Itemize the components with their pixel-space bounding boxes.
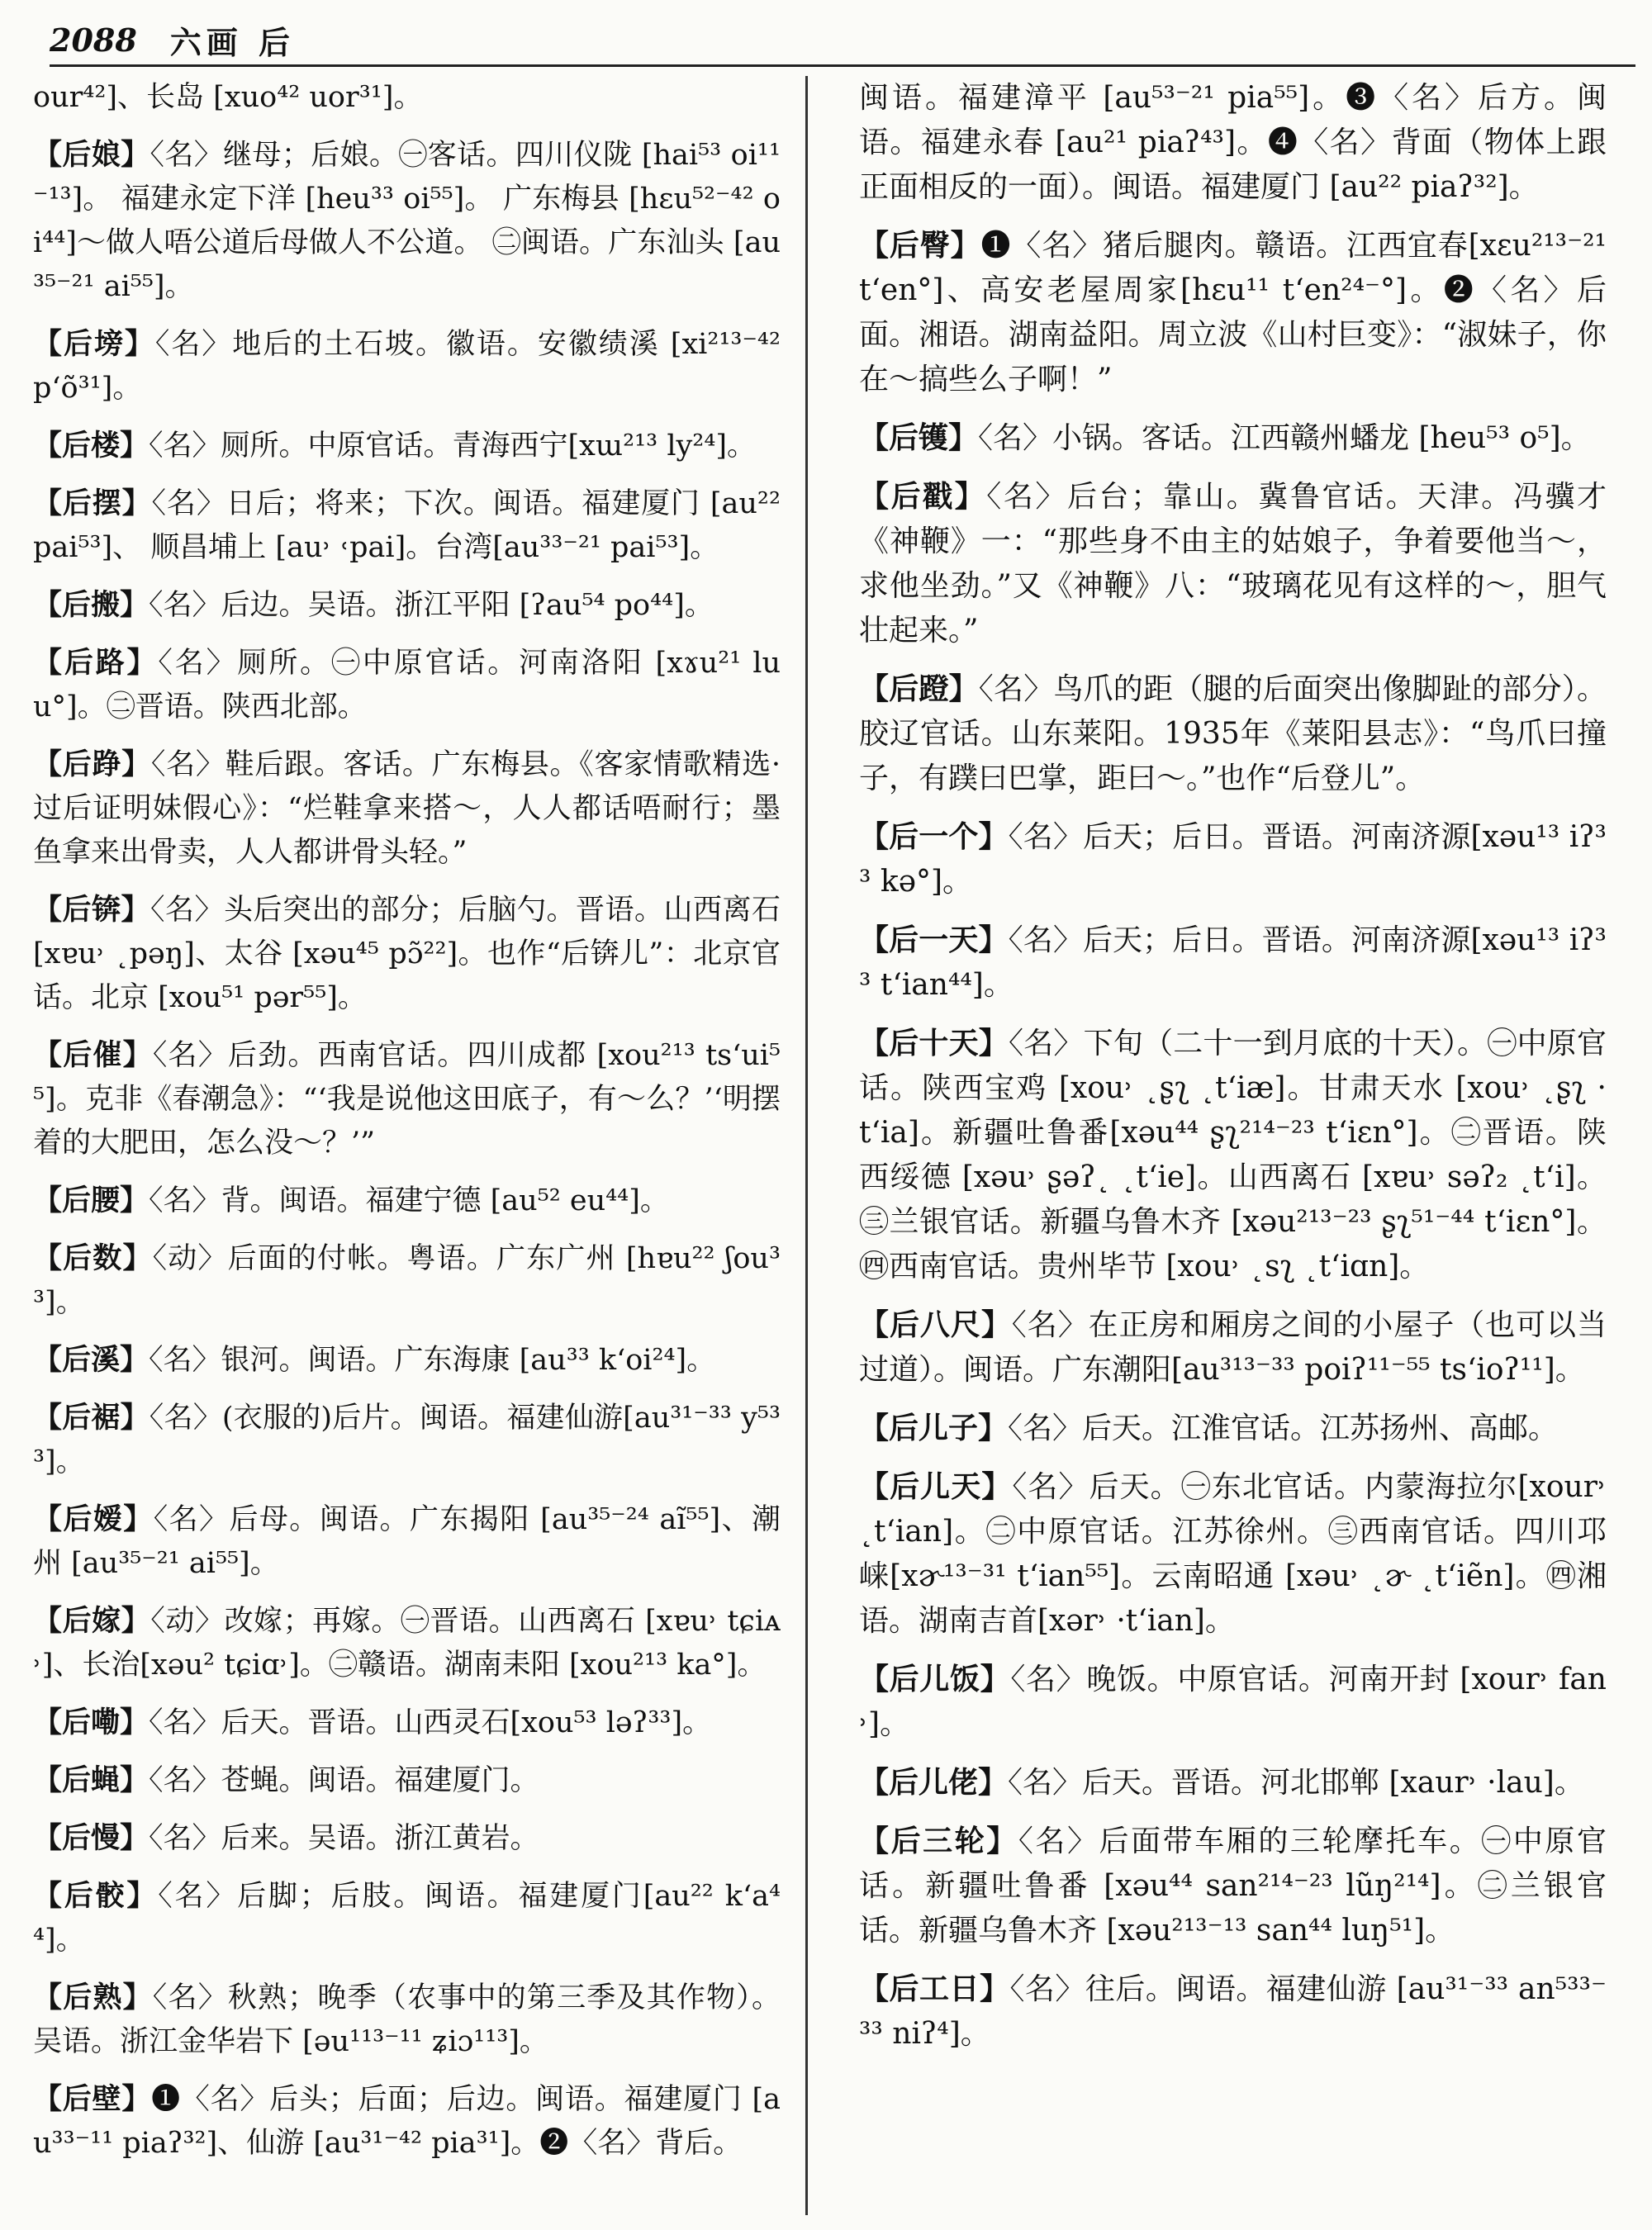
dictionary-entry [859, 1657, 1607, 1747]
entry-definition: our⁴²]、长岛 [xuo⁴² uor³¹]。 [33, 81, 423, 114]
dictionary-entry [33, 1033, 781, 1165]
dictionary-entry [33, 1236, 781, 1325]
dictionary-entry [33, 1396, 781, 1484]
entry-definition: 〈名〉在正房和厢房之间的小屋子（也可以当过道）。闽语。广东潮阳[au³¹³⁻³³ poiʔ¹¹⁻⁵⁵ ts‘ioʔ¹¹]。 [859, 1308, 1607, 1387]
entry-definition: 〈名〉后边。吴语。浙江平阳 [ʔau⁵⁴ po⁴⁴]。 [149, 589, 714, 622]
entry-definition: 〈名〉后面带车厢的三轮摩托车。㊀中原官话。新疆吐鲁番 [xəu⁴⁴ san²¹⁴⁻²³ lũŋ²¹⁴]。㊁兰银官话。新疆乌鲁木齐 [xəu²¹³⁻¹³ san⁴⁴ luŋ⁵¹]。 [859, 1824, 1607, 1948]
entry-definition: 〈名〉日后；将来；下次。闽语。福建厦门 [au²² pai⁵³]、 顺昌埔上 [au˒ ˓pai]。台湾[au³³⁻²¹ pai⁵³]。 [33, 487, 781, 564]
dictionary-entry [33, 133, 781, 309]
entry-definition: 〈名〉秋熟；晚季（农事中的第三季及其作物）。吴语。浙江金华岩下 [əu¹¹³⁻¹¹ ʑiɔ¹¹³]。 [33, 1981, 781, 2058]
entry-headword: 【后壁】 [33, 2082, 152, 2116]
entry-headword: 【后一个】 [859, 819, 1009, 854]
dictionary-entry [33, 76, 781, 120]
entry-headword: 【后儿子】 [859, 1411, 1009, 1445]
dictionary-entry [859, 223, 1607, 402]
dictionary-entry [859, 1967, 1607, 2057]
dictionary-entry [859, 667, 1607, 801]
entry-headword: 【后嫒】 [33, 1502, 154, 1536]
entry-definition: 〈名〉下旬（二十一到月底的十天）。㊀中原官话。陕西宝鸡 [xou˒ ˛ʂʅ ˛t‘iæ]。甘肃天水 [xou˒ ˛ʂʅ ·t‘ia]。新疆吐鲁番[xəu⁴⁴ ʂʅ²¹⁴⁻²³ t‘iɛn°]。㊁晋语。陕西绥德 [xəu˒ ʂəʔ˛ ˛t‘ie]。山西离石 [xɐu˒ səʔ₂ ˛t‘i]。㊂兰银官话。新疆乌鲁木齐 [xəu²¹³⁻²³ ʂʅ⁵¹⁻⁴⁴ t‘iɛn°]。㊃西南官话。贵州毕节 [xou˒ ˛sʅ ˛t‘iɑn]。 [859, 1027, 1607, 1283]
entry-definition: 〈名〉后天。江淮官话。江苏扬州、高邮。 [1008, 1412, 1559, 1445]
entry-definition: 〈名〉后台；靠山。冀鲁官话。天津。冯骥才《神鞭》一：“那些身不由主的姑娘子，争着要他当～，求他坐劲。”又《神鞭》八：“玻璃花见有这样的～，胆气壮起来。” [859, 480, 1607, 648]
dictionary-entry [33, 1874, 781, 1962]
dictionary-entry [859, 76, 1607, 210]
entry-headword: 【后裾】 [33, 1401, 150, 1435]
entry-definition: 〈名〉地后的土石坡。徽语。安徽绩溪 [xi²¹³⁻⁴² p‘õ³¹]。 [33, 328, 781, 405]
dictionary-entry [33, 1701, 781, 1745]
entry-definition: 〈名〉头后突出的部分；后脑勺。晋语。山西离石 [xɐu˒ ˛pəŋ]、太谷 [xəu⁴⁵ pɔ̃²²]。也作“后锛儿”：北京官话。北京 [xou⁵¹ pər⁵⁵]。 [33, 894, 781, 1014]
entry-definition: 〈动〉改嫁；再嫁。㊀晋语。山西离石 [xɐu˒ tɕiᴀ˒]、长治[xəu² tɕiɑ˒]。㊁赣语。湖南耒阳 [xou²¹³ ka°]。 [33, 1605, 781, 1682]
dictionary-entry [33, 583, 781, 628]
dictionary-entry [859, 474, 1607, 653]
header-rule [50, 64, 1635, 67]
dictionary-entry [859, 1760, 1607, 1805]
entry-headword: 【后催】 [33, 1038, 153, 1072]
entry-definition: 〈名〉(衣服的)后片。闽语。福建仙游[au³¹⁻³³ y⁵³³]。 [33, 1402, 781, 1478]
entry-definition: 〈名〉背。闽语。福建宁德 [au⁵² eu⁴⁴]。 [149, 1184, 669, 1217]
dictionary-entry [33, 1497, 781, 1586]
dictionary-entry [859, 1406, 1607, 1451]
entry-headword: 【后工日】 [859, 1971, 1010, 2006]
entry-definition: 〈名〉后天；后日。晋语。河南济源[xəu¹³ iʔ³³ kə°]。 [859, 820, 1607, 899]
entry-definition: 〈名〉鞋后跟。客话。广东梅县。《客家情歌精选·过后证明妹假心》：“烂鞋拿来搭～，人人都话唔耐行；墨鱼拿来出骨卖，人人都讲骨头轻。” [33, 748, 781, 869]
entry-headword: 【后踭】 [33, 747, 151, 781]
entry-headword: 【后一天】 [859, 923, 1009, 957]
entry-headword: 【后臀】 [859, 228, 981, 263]
dictionary-entry [33, 322, 781, 410]
dictionary-entry [859, 415, 1607, 461]
dictionary-entry [33, 641, 781, 729]
dictionary-entry [859, 1021, 1607, 1289]
entry-definition: 〈名〉继母；后娘。㊀客话。四川仪陇 [hai⁵³ oi¹¹⁻¹³]。 福建永定下洋 [heu³³ oi⁵⁵]。 广东梅县 [hɛu⁵²⁻⁴² oi⁴⁴]～做人唔公道后母做人不公道。 ㊁闽语。广东汕头 [au³⁵⁻²¹ ai⁵⁵]。 [33, 139, 781, 303]
entry-headword: 【后三轮】 [859, 1824, 1018, 1858]
entry-headword: 【后戳】 [859, 479, 987, 514]
entry-definition: 〈名〉厕所。㊀中原官话。河南洛阳 [xɤu²¹ luu°]。㊁晋语。陕西北部。 [33, 647, 781, 724]
entry-definition: 〈名〉厕所。中原官话。青海西宁[xɯ²¹³ ly²⁴]。 [149, 429, 756, 463]
column-divider [805, 76, 808, 2215]
entry-definition: 〈名〉后天。晋语。河北邯郸 [xaur˒ ·lau]。 [1008, 1766, 1584, 1800]
entry-headword: 【后蹬】 [859, 671, 979, 706]
dictionary-entry [859, 1302, 1607, 1393]
entry-headword: 【后锛】 [33, 893, 150, 927]
entry-definition: 〈名〉后母。闽语。广东揭阳 [au³⁵⁻²⁴ aĩ⁵⁵]、潮州 [au³⁵⁻²¹ ai⁵⁵]。 [33, 1503, 781, 1580]
entry-definition: ❶〈名〉猪后腿肉。赣语。江西宜春[xɛu²¹³⁻²¹ t‘en°]、高安老屋周家[hɛu¹¹ t‘en²⁴⁻°]。❷〈名〉后面。湘语。湖南益阳。周立波《山村巨变》：“淑妹子，你在～搞些么子啊！” [859, 229, 1607, 396]
entry-definition: 〈名〉后来。吴语。浙江黄岩。 [149, 1822, 539, 1855]
dictionary-entry [859, 814, 1607, 904]
left-column [33, 76, 781, 2179]
entry-definition: 〈名〉银河。闽语。广东海康 [au³³ k‘oi²⁴]。 [149, 1344, 716, 1377]
entry-headword: 【后镬】 [859, 420, 979, 455]
dictionary-entry [33, 424, 781, 468]
page-header [50, 15, 1635, 64]
entry-headword: 【后腰】 [33, 1184, 150, 1217]
entry-definition: 〈名〉鸟爪的距（腿的后面突出像脚趾的部分）。胶辽官话。山东莱阳。1935年《莱阳县志》：“鸟爪曰撞子，有蹼曰巴掌，距曰～。”也作“后登儿”。 [859, 672, 1607, 795]
entry-definition: 闽语。福建漳平 [au⁵³⁻²¹ pia⁵⁵]。❸〈名〉后方。闽语。福建永春 [au²¹ piaʔ⁴³]。❹〈名〉背面（物体上跟正面相反的一面）。闽语。福建厦门 [au²² piaʔ³²]。 [859, 81, 1607, 204]
entry-headword: 【后娘】 [33, 138, 150, 172]
entry-headword: 【后路】 [33, 646, 159, 680]
dictionary-entry [33, 743, 781, 875]
entry-headword: 【后十天】 [859, 1026, 1009, 1060]
entry-headword: 【后摆】 [33, 486, 152, 520]
entry-definition: 〈名〉后天；后日。晋语。河南济源[xəu¹³ iʔ³³ t‘ian⁴⁴]。 [859, 923, 1607, 1002]
entry-definition: ❶〈名〉后头；后面；后边。闽语。福建厦门 [au³³⁻¹¹ piaʔ³²]、仙游 [au³¹⁻⁴² pia³¹]。❷〈名〉背后。 [33, 2083, 781, 2160]
entry-headword: 【后儿饭】 [859, 1662, 1011, 1696]
entry-headword: 【后搬】 [33, 588, 150, 622]
entry-headword: 【后儿佬】 [859, 1765, 1009, 1800]
entry-headword: 【后儿天】 [859, 1469, 1013, 1504]
entry-definition: 〈名〉小锅。客话。江西赣州蟠龙 [heu⁵³ o⁵]。 [978, 421, 1591, 455]
entry-headword: 【后楼】 [33, 429, 150, 463]
dictionary-entry [33, 1338, 781, 1383]
dictionary-entry [33, 2077, 781, 2166]
dictionary-entry [33, 1816, 781, 1861]
entry-definition: 〈名〉苍蝇。闽语。福建厦门。 [149, 1764, 539, 1797]
page-header-title: 六画 后 [169, 23, 295, 61]
entry-definition: 〈名〉晚饭。中原官话。河南开封 [xour˒ fan˒]。 [859, 1663, 1607, 1741]
entry-headword: 【后熟】 [33, 1981, 153, 2014]
entry-headword: 【后嫁】 [33, 1604, 151, 1638]
entry-definition: 〈名〉往后。闽语。福建仙游 [au³¹⁻³³ an⁵³³⁻³³ niʔ⁴]。 [859, 1972, 1607, 2051]
dictionary-entry [859, 918, 1607, 1008]
entry-definition: 〈名〉后天。㊀东北官话。内蒙海拉尔[xour˒ ˛t‘ian]。㊁中原官话。江苏徐州。㊂西南官话。四川邛崃[xɚ¹³⁻³¹ t‘ian⁵⁵]。云南昭通 [xəu˒ ˛ɚ ˛t‘iẽn]。㊃湘语。湖南吉首[xər˒ ·t‘ian]。 [859, 1470, 1607, 1638]
entry-definition: 〈名〉后劲。西南官话。四川成都 [xou²¹³ ts‘ui⁵⁵]。克非《春潮急》：“‘我是说他这田底子，有～么？’‘明摆着的大肥田，怎么没～？’” [33, 1039, 781, 1160]
entry-definition: 〈动〉后面的付帐。粤语。广东广州 [hɐu²² ʃou³³]。 [33, 1242, 781, 1319]
entry-definition: 〈名〉后天。晋语。山西灵石[xou⁵³ ləʔ³³]。 [149, 1706, 712, 1739]
right-column [859, 76, 1607, 2070]
dictionary-entry [859, 1819, 1607, 1953]
entry-headword: 【后嘞】 [33, 1706, 150, 1739]
entry-headword: 【后溪】 [33, 1343, 150, 1377]
dictionary-entry [33, 1599, 781, 1687]
entry-headword: 【后慢】 [33, 1821, 150, 1855]
dictionary-entry [33, 1976, 781, 2064]
entry-headword: 【后骹】 [33, 1879, 159, 1913]
dictionary-entry [859, 1464, 1607, 1644]
dictionary-entry [33, 1758, 781, 1803]
dictionary-entry [33, 482, 781, 570]
page-number: 2088 [50, 21, 137, 59]
entry-headword: 【后塝】 [33, 327, 155, 361]
dictionary-entry [33, 1179, 781, 1223]
entry-definition: 〈名〉后脚；后肢。闽语。福建厦门[au²² k‘a⁴⁴]。 [33, 1880, 781, 1957]
entry-headword: 【后八尺】 [859, 1307, 1012, 1342]
entry-headword: 【后蝇】 [33, 1763, 150, 1797]
entry-headword: 【后数】 [33, 1241, 153, 1275]
dictionary-entry [33, 888, 781, 1020]
